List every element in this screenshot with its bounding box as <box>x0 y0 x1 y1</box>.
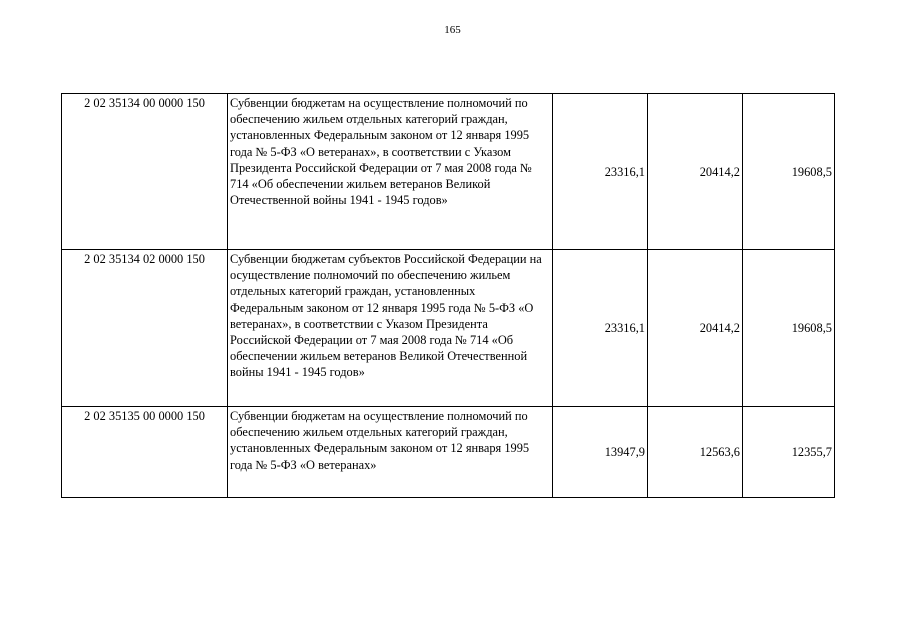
amount-year-2: 20414,2 <box>648 250 743 407</box>
table-row <box>62 94 835 250</box>
amount-year-2: 20414,2 <box>648 94 743 250</box>
budget-description: Субвенции бюджетам на осуществление полномочий по обеспечению жильем отдельных категорий граждан, установленных Федеральным законом от 12 января 1995 года № 5-ФЗ «О ветеранах» <box>228 407 553 498</box>
budget-code: 2 02 35135 00 0000 150 <box>62 407 228 498</box>
budget-code: 2 02 35134 00 0000 150 <box>62 94 228 250</box>
amount-year-2: 12563,6 <box>648 407 743 498</box>
amount-year-3: 19608,5 <box>743 94 835 250</box>
amount-year-1: 13947,9 <box>553 407 648 498</box>
amount-year-1: 23316,1 <box>553 250 648 407</box>
amount-year-3: 12355,7 <box>743 407 835 498</box>
table-row <box>62 407 835 498</box>
page-number: 165 <box>444 24 461 36</box>
budget-description: Субвенции бюджетам на осуществление полномочий по обеспечению жильем отдельных категорий граждан, установленных Федеральным законом от 12 января 1995 года № 5-ФЗ «О ветеранах», в соответствии с Указом Президента Российской Федерации от 7 мая 2008 года № 714 «Об обеспечении жильем ветеранов Великой Отечественной войны 1941 - 1945 годов» <box>228 94 553 250</box>
budget-description: Субвенции бюджетам субъектов Российской Федерации на осуществление полномочий по обеспечению жильем отдельных категорий граждан, установленных Федеральным законом от 12 января 1995 года № 5-ФЗ «О ветеранах», в соответствии с Указом Президента Российской Федерации от 7 мая 2008 года № 714 «Об обеспечении жильем ветеранов Великой Отечественной войны 1941 - 1945 годов» <box>228 250 553 407</box>
budget-code: 2 02 35134 02 0000 150 <box>62 250 228 407</box>
amount-year-3: 19608,5 <box>743 250 835 407</box>
amount-year-1: 23316,1 <box>553 94 648 250</box>
table-row <box>62 250 835 407</box>
budget-table <box>61 93 835 498</box>
